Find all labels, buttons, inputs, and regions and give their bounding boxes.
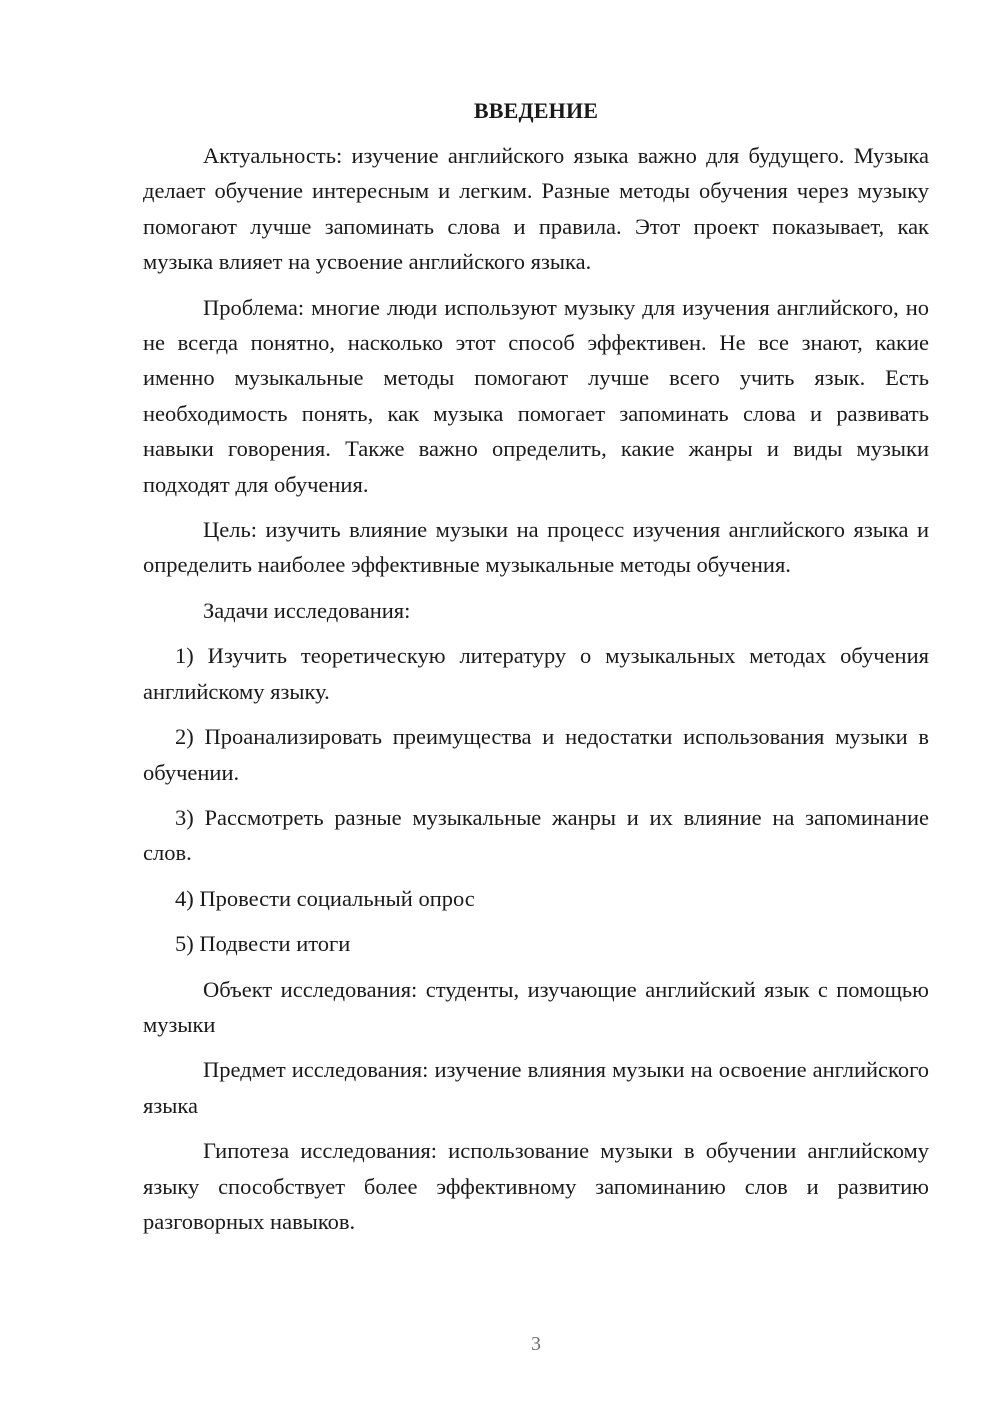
page-number: 3 [531, 1333, 541, 1355]
tasks-list [143, 638, 929, 961]
research-object-paragraph: Объект исследования: студенты, изучающие английский язык с помощью музыки [143, 976, 929, 1037]
relevance-paragraph: Актуальность: изучение английского языка важно для будущего. Музыка делает обучение интересным и легким. Разные методы обучения через музыку помогают лучше запоминать слова и правила. Этот проект показывает, как музыка влияет на усвоение английского языка. [143, 143, 929, 275]
page-title: ВВЕДЕНИЕ [473, 98, 599, 123]
problem-paragraph: Проблема: многие люди используют музыку для изучения английского, но не всегда понятно, насколько этот способ эффективен. Не все знают, какие именно музыкальные методы помогают лучше всего учить язык. Есть необходимость понять, как музыка помогает запоминать слова и развивать навыки говорения. Также важно определить, какие жанры и виды музыки подходят для обучения. [143, 294, 929, 497]
tasks-label: Задачи исследования: [203, 597, 411, 623]
page-content [143, 96, 929, 1249]
research-subject-paragraph: Предмет исследования: изучение влияния музыки на освоение английского языка [143, 1057, 929, 1118]
goal-paragraph: Цель: изучить влияние музыки на процесс изучения английского языка и определить наиболее эффективные музыкальные методы обучения. [143, 517, 929, 578]
task-item-1: 1) Изучить теоретическую литературу о музыкальных методах обучения английскому языку. [143, 643, 929, 704]
task-item-3: 3) Рассмотреть разные музыкальные жанры и их влияние на запоминание слов. [143, 804, 929, 866]
task-item-5: 5) Подвести итоги [175, 931, 351, 957]
task-item-4: 4) Провести социальный опрос [175, 885, 475, 911]
hypothesis-paragraph: Гипотеза исследования: использование музыки в обучении английскому языку способствует более эффективному запоминанию слов и развитию разговорных навыков. [143, 1138, 929, 1234]
task-item-2: 2) Проанализировать преимущества и недостатки использования музыки в обучении. [143, 724, 929, 785]
